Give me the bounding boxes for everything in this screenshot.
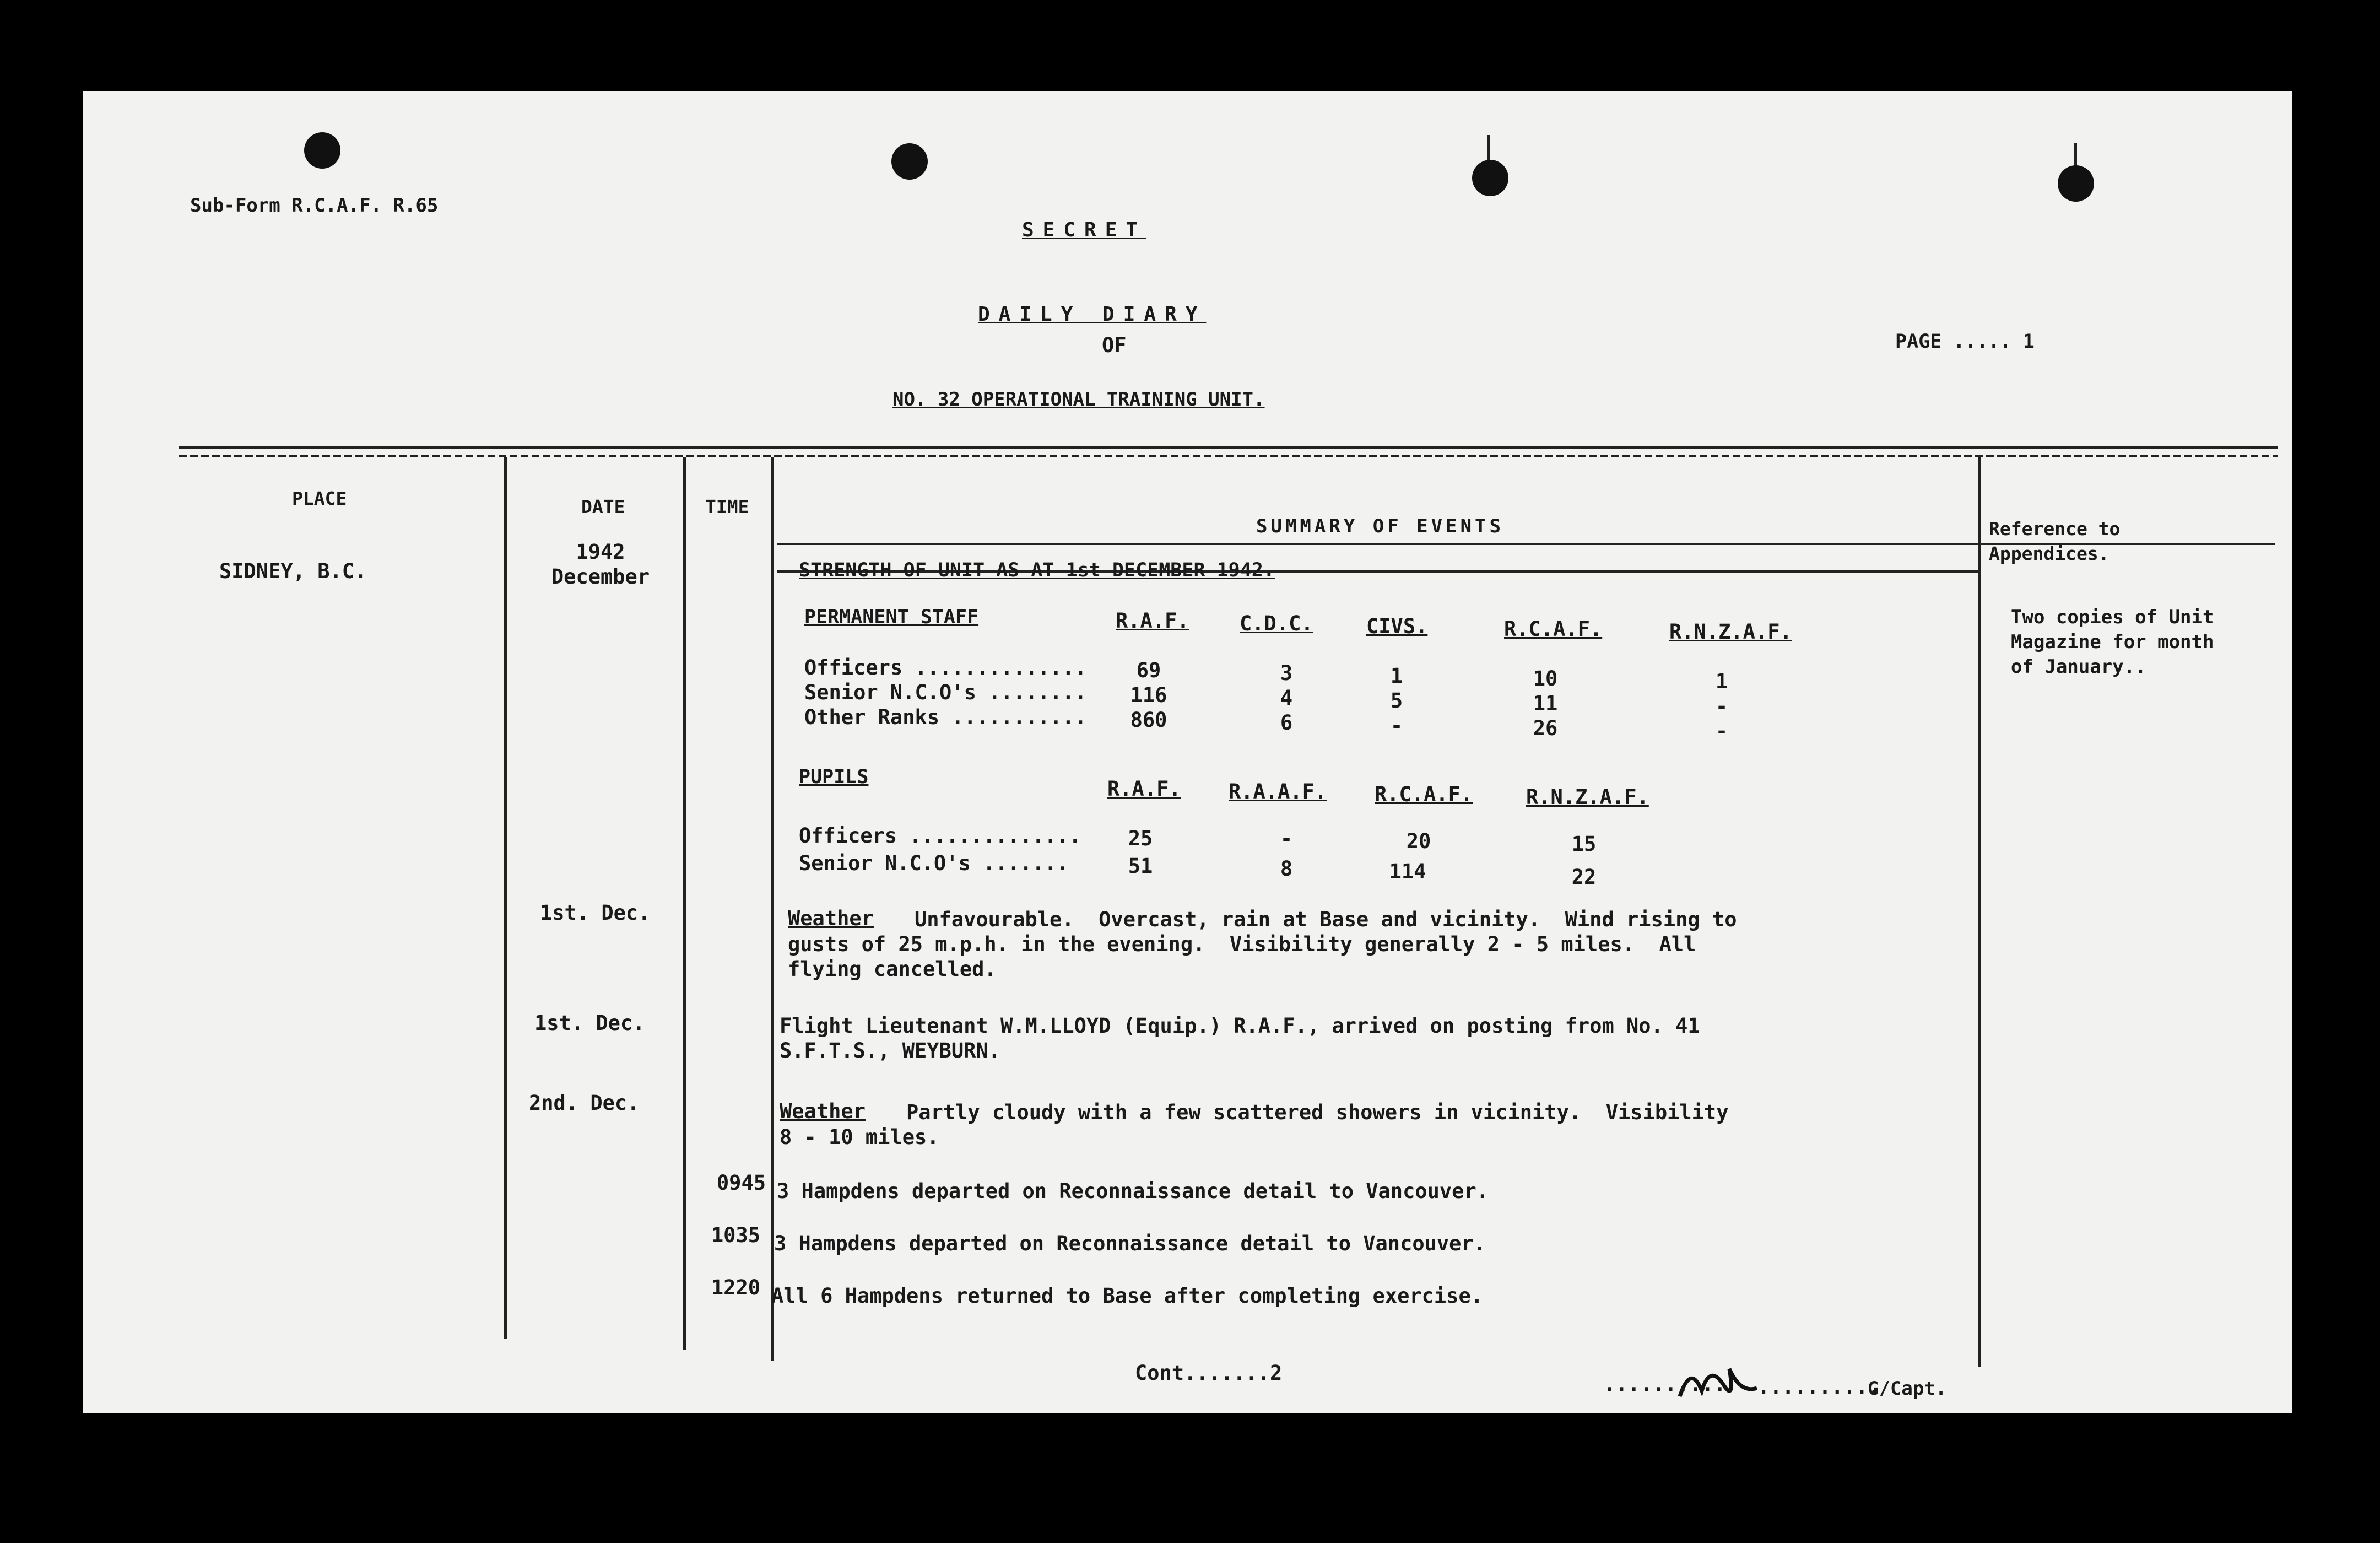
entry-line: flying cancelled. (788, 957, 997, 981)
table-top-rule-dashed (179, 455, 2278, 457)
diary-sheet (83, 91, 2292, 1413)
entry-line: Unfavourable. Overcast, rain at Base and vicinity. Wind rising to (915, 908, 1737, 931)
appendix-note: Two copies of Unit (2011, 606, 2214, 628)
ps-cell: 4 (1280, 686, 1293, 710)
pupils-col-rnzaf: R.N.Z.A.F. (1526, 785, 1649, 809)
ps-cell: - (1715, 694, 1728, 718)
appendix-note: Magazine for month (2011, 631, 2214, 653)
pupils-cell: 114 (1389, 860, 1426, 883)
ps-cell: 860 (1130, 708, 1167, 732)
punch-hole (891, 143, 928, 180)
col-divider-place (504, 457, 507, 1339)
ps-cell: - (1390, 714, 1403, 737)
col-header-date: DATE (581, 496, 625, 517)
ps-row-label: Senior N.C.O's ........ (804, 681, 1087, 704)
signature-line: .......... (1603, 1372, 1726, 1396)
pupils-row-label: Officers .............. (799, 824, 1081, 848)
col-divider-time (771, 457, 774, 1361)
entry-date: 2nd. Dec. (529, 1091, 640, 1115)
entry-time: 1035 (711, 1223, 760, 1247)
col-header-place: PLACE (292, 488, 347, 509)
pupils-row-label: Senior N.C.O's ....... (799, 851, 1069, 875)
ps-cell: 116 (1130, 683, 1167, 707)
ps-row-label: Officers .............. (804, 656, 1087, 679)
ps-cell: 3 (1280, 661, 1293, 685)
entry-line: Flight Lieutenant W.M.LLOYD (Equip.) R.A.F., arrived on posting from No. 41 (780, 1014, 1700, 1038)
entry-lead: Weather (780, 1099, 866, 1123)
entry-line: 8 - 10 miles. (780, 1125, 939, 1149)
ps-cell: 5 (1390, 689, 1403, 713)
col-header-time: TIME (705, 496, 749, 517)
entry-line: gusts of 25 m.p.h. in the evening. Visibility generally 2 - 5 miles. All (788, 932, 1696, 956)
sub-form-label: Sub-Form R.C.A.F. R.65 (190, 195, 439, 217)
place-value: SIDNEY, B.C. (219, 559, 367, 583)
page-number: PAGE ..... 1 (1895, 331, 2035, 353)
ps-col-rnzaf: R.N.Z.A.F. (1669, 620, 1792, 644)
punch-hole (1472, 160, 1508, 196)
ps-row-label: Other Ranks ........... (804, 705, 1087, 729)
continuation-note: Cont.......2 (1135, 1361, 1283, 1385)
table-top-rule (179, 446, 2278, 449)
diary-title: DAILY DIARY (978, 303, 1207, 326)
entry-line: 3 Hampdens departed on Reconnaissance detail to Vancouver. (777, 1179, 1489, 1203)
pupils-col-rcaf: R.C.A.F. (1375, 783, 1473, 806)
pupils-cell: 51 (1128, 854, 1153, 878)
permanent-staff-heading: PERMANENT STAFF (804, 606, 979, 628)
entry-time: 0945 (716, 1171, 766, 1195)
ps-cell: 6 (1280, 711, 1293, 735)
pupils-heading: PUPILS (799, 766, 869, 788)
col-header-summary: SUMMARY OF EVENTS (1256, 515, 1504, 537)
entry-line: All 6 Hampdens returned to Base after completing exercise. (771, 1284, 1484, 1308)
ps-col-civs: CIVS. (1366, 614, 1428, 638)
classification: SECRET (1022, 219, 1147, 241)
pupils-cell: 22 (1571, 865, 1597, 889)
ps-cell: 1 (1715, 670, 1728, 693)
pupils-cell: 20 (1406, 829, 1431, 853)
col-header-reference: Reference to (1989, 518, 2121, 539)
ps-col-rcaf: R.C.A.F. (1504, 617, 1603, 641)
ps-cell: 11 (1533, 692, 1558, 715)
punch-hole (2058, 165, 2094, 202)
pupils-cell: 8 (1280, 857, 1293, 881)
pupils-col-raf: R.A.F. (1107, 777, 1181, 801)
ps-cell: 1 (1390, 664, 1403, 688)
ps-col-raf: R.A.F. (1116, 609, 1189, 633)
ps-col-cdc: C.D.C. (1240, 612, 1313, 635)
ps-cell: 26 (1533, 716, 1558, 740)
entry-time: 1220 (711, 1276, 760, 1299)
pupils-cell: - (1280, 827, 1293, 850)
col-divider-date (683, 457, 686, 1350)
pupils-cell: 25 (1128, 827, 1153, 850)
strength-heading: STRENGTH OF UNIT AS AT 1st DECEMBER 1942. (799, 559, 1275, 581)
entry-line: S.F.T.S., WEYBURN. (780, 1039, 1000, 1062)
signature-line-right: .......... (1757, 1375, 1880, 1399)
entry-line: 3 Hampdens departed on Reconnaissance detail to Vancouver. (774, 1232, 1486, 1255)
entry-date: 1st. Dec. (534, 1011, 645, 1035)
month-value: December (551, 565, 650, 589)
ps-cell: 10 (1533, 667, 1558, 690)
signatory-rank: G/Capt. (1868, 1378, 1947, 1400)
entry-line: Partly cloudy with a few scattered showers in vicinity. Visibility (906, 1100, 1729, 1124)
entry-lead: Weather (788, 907, 874, 930)
ps-cell: - (1715, 719, 1728, 743)
year-value: 1942 (576, 540, 625, 564)
pupils-col-raaf: R.A.A.F. (1229, 780, 1327, 803)
entry-date: 1st. Dec. (540, 901, 651, 925)
punch-hole (304, 132, 340, 169)
col-header-reference-l2: Appendices. (1989, 543, 2109, 564)
ps-cell: 69 (1136, 659, 1161, 682)
unit-name: NO. 32 OPERATIONAL TRAINING UNIT. (892, 389, 1265, 411)
col-divider-summary (1978, 457, 1981, 1367)
diary-title-of: OF (1102, 333, 1127, 357)
appendix-note: of January.. (2011, 656, 2146, 678)
pupils-cell: 15 (1571, 832, 1597, 856)
